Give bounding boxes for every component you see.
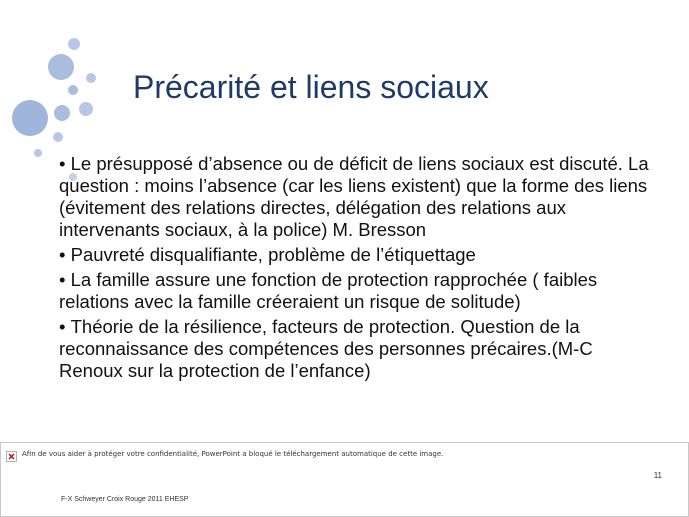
bubble bbox=[53, 132, 63, 142]
bubble bbox=[68, 38, 80, 50]
footer-text: F-X Schweyer Croix Rouge 2011 EHESP bbox=[61, 496, 189, 503]
bubble bbox=[48, 54, 74, 80]
notice-text: Afin de vous aider à protéger votre confidentialité, PowerPoint a bloqué le téléchargement automatique de cette image. bbox=[22, 450, 444, 458]
slide-title: Précarité et liens sociaux bbox=[133, 69, 489, 105]
bullet-list bbox=[59, 153, 649, 385]
bubble bbox=[12, 100, 48, 136]
bullet-item: • Théorie de la résilience, facteurs de protection. Question de la reconnaissance des compétences des personnes précaires.(M-C Renoux sur la protection de l’enfance) bbox=[59, 316, 649, 382]
blocked-image-icon bbox=[6, 451, 17, 462]
bullet-item: • Pauvreté disqualifiante, problème de l’étiquettage bbox=[59, 244, 649, 266]
bubble bbox=[54, 105, 70, 121]
bubble bbox=[68, 85, 78, 95]
bubble bbox=[86, 73, 96, 83]
bubble bbox=[79, 102, 93, 116]
bubble bbox=[34, 149, 42, 157]
bullet-item: • La famille assure une fonction de protection rapprochée ( faibles relations avec la famille créeraient un risque de solitude) bbox=[59, 269, 649, 313]
blocked-image-notice bbox=[0, 442, 689, 517]
page-number: 11 bbox=[653, 471, 662, 480]
bullet-item: • Le présupposé d’absence ou de déficit de liens sociaux est discuté. La question : moins l’absence (car les liens existent) que la forme des liens (évitement des relations directes, délégation des relations aux intervenants sociaux, à la police) M. Bresson bbox=[59, 153, 649, 241]
